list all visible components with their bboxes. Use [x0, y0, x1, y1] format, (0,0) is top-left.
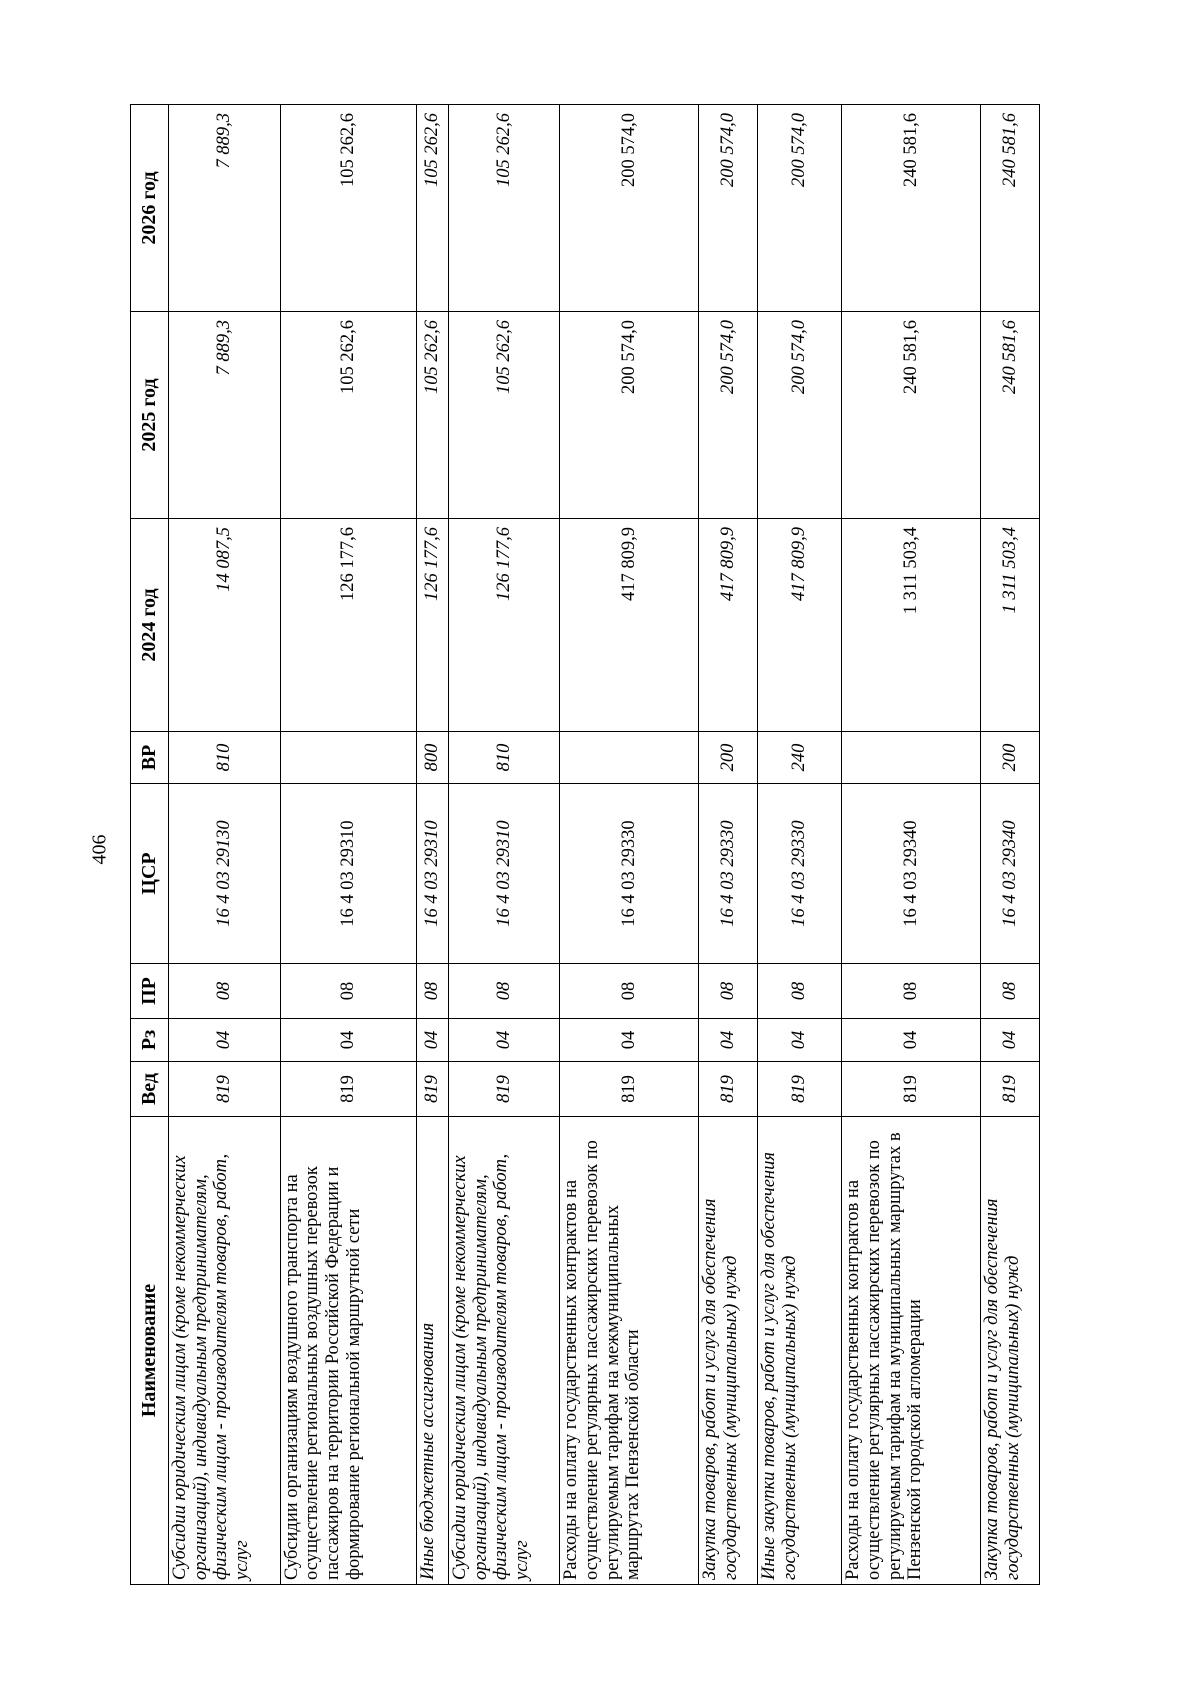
header-rz: Рз — [131, 1019, 169, 1062]
row-2024: 1 311 503,4 — [981, 519, 1040, 732]
row-2024: 1 311 503,4 — [842, 519, 981, 732]
row-name: Иные бюджетные ассигнования — [417, 1117, 449, 1585]
row-pr: 08 — [758, 964, 842, 1019]
table-row — [758, 105, 842, 1585]
header-ved: Вед — [131, 1062, 169, 1117]
row-2024: 126 177,6 — [280, 519, 417, 732]
row-2026: 200 574,0 — [699, 105, 758, 312]
row-csr: 16 4 03 29310 — [448, 784, 560, 964]
row-ved: 819 — [169, 1062, 281, 1117]
row-vr: 200 — [699, 732, 758, 784]
row-rz: 04 — [560, 1019, 699, 1062]
row-ved: 819 — [699, 1062, 758, 1117]
row-ved: 819 — [758, 1062, 842, 1117]
row-name: Субсидии юридическим лицам (кроме некоммерческих организаций), индивидуальным предпринимателям, физическим лицам - производителям товаров, работ, услуг — [169, 1117, 281, 1585]
row-vr — [280, 732, 417, 784]
row-pr: 08 — [448, 964, 560, 1019]
row-2024: 14 087,5 — [169, 519, 281, 732]
page-number: 406 — [88, 834, 111, 865]
table-header-row — [131, 105, 169, 1585]
row-vr: 810 — [169, 732, 281, 784]
row-csr: 16 4 03 29330 — [560, 784, 699, 964]
row-2024: 417 809,9 — [560, 519, 699, 732]
row-2025: 105 262,6 — [417, 312, 449, 519]
row-2026: 240 581,6 — [842, 105, 981, 312]
row-2025: 200 574,0 — [699, 312, 758, 519]
row-pr: 08 — [169, 964, 281, 1019]
row-2024: 126 177,6 — [417, 519, 449, 732]
row-name: Расходы на оплату государственных контрактов на осуществление регулярных пассажирских перевозок по регулируемым тарифам на межмуниципальных маршрутах Пензенской области — [560, 1117, 699, 1585]
row-pr: 08 — [981, 964, 1040, 1019]
row-2026: 200 574,0 — [758, 105, 842, 312]
table-row — [560, 105, 699, 1585]
row-rz: 04 — [169, 1019, 281, 1062]
header-pr: ПР — [131, 964, 169, 1019]
budget-table — [130, 104, 1040, 1585]
header-name: Наименование — [131, 1117, 169, 1585]
row-2026: 200 574,0 — [560, 105, 699, 312]
row-vr — [842, 732, 981, 784]
table-row — [169, 105, 281, 1585]
row-rz: 04 — [758, 1019, 842, 1062]
row-ved: 819 — [981, 1062, 1040, 1117]
row-rz: 04 — [417, 1019, 449, 1062]
row-ved: 819 — [280, 1062, 417, 1117]
row-2025: 240 581,6 — [981, 312, 1040, 519]
row-2026: 7 889,3 — [169, 105, 281, 312]
row-2025: 240 581,6 — [842, 312, 981, 519]
row-csr: 16 4 03 29330 — [699, 784, 758, 964]
row-2024: 417 809,9 — [699, 519, 758, 732]
row-name: Закупка товаров, работ и услуг для обеспечения государственных (муниципальных) нужд — [699, 1117, 758, 1585]
row-csr: 16 4 03 29310 — [280, 784, 417, 964]
row-rz: 04 — [448, 1019, 560, 1062]
header-2024: 2024 год — [131, 519, 169, 732]
row-name: Расходы на оплату государственных контрактов на осуществление регулярных пассажирских перевозок по регулируемым тарифам на муниципальных маршрутах в Пензенской городской агломерации — [842, 1117, 981, 1585]
row-vr: 200 — [981, 732, 1040, 784]
row-2025: 200 574,0 — [560, 312, 699, 519]
table-row — [699, 105, 758, 1585]
row-rz: 04 — [699, 1019, 758, 1062]
header-2025: 2025 год — [131, 312, 169, 519]
row-pr: 08 — [280, 964, 417, 1019]
row-vr: 810 — [448, 732, 560, 784]
row-ved: 819 — [417, 1062, 449, 1117]
row-ved: 819 — [448, 1062, 560, 1117]
row-2024: 417 809,9 — [758, 519, 842, 732]
table-row — [448, 105, 560, 1585]
row-pr: 08 — [417, 964, 449, 1019]
row-pr: 08 — [560, 964, 699, 1019]
row-rz: 04 — [842, 1019, 981, 1062]
row-name: Иные закупки товаров, работ и услуг для обеспечения государственных (муниципальных) нужд — [758, 1117, 842, 1585]
row-2025: 7 889,3 — [169, 312, 281, 519]
rotated-table-container — [130, 105, 1040, 1585]
row-2026: 105 262,6 — [417, 105, 449, 312]
row-csr: 16 4 03 29340 — [981, 784, 1040, 964]
row-2025: 200 574,0 — [758, 312, 842, 519]
row-name: Субсидии юридическим лицам (кроме некоммерческих организаций), индивидуальным предпринимателям, физическим лицам - производителям товаров, работ, услуг — [448, 1117, 560, 1585]
row-pr: 08 — [699, 964, 758, 1019]
row-vr: 240 — [758, 732, 842, 784]
table-row — [417, 105, 449, 1585]
table-row — [842, 105, 981, 1585]
row-ved: 819 — [560, 1062, 699, 1117]
table-row — [981, 105, 1040, 1585]
row-2026: 240 581,6 — [981, 105, 1040, 312]
row-2025: 105 262,6 — [448, 312, 560, 519]
row-vr: 800 — [417, 732, 449, 784]
row-rz: 04 — [981, 1019, 1040, 1062]
header-csr: ЦСР — [131, 784, 169, 964]
row-vr — [560, 732, 699, 784]
row-csr: 16 4 03 29130 — [169, 784, 281, 964]
row-2025: 105 262,6 — [280, 312, 417, 519]
row-2024: 126 177,6 — [448, 519, 560, 732]
table-row — [280, 105, 417, 1585]
row-2026: 105 262,6 — [448, 105, 560, 312]
row-2026: 105 262,6 — [280, 105, 417, 312]
row-name: Субсидии организациям воздушного транспорта на осуществление региональных воздушных перевозок пассажиров на территории Российской Федерации и формирование региональной маршрутной сети — [280, 1117, 417, 1585]
row-csr: 16 4 03 29330 — [758, 784, 842, 964]
row-ved: 819 — [842, 1062, 981, 1117]
row-name: Закупка товаров, работ и услуг для обеспечения государственных (муниципальных) нужд — [981, 1117, 1040, 1585]
row-csr: 16 4 03 29310 — [417, 784, 449, 964]
row-pr: 08 — [842, 964, 981, 1019]
header-2026: 2026 год — [131, 105, 169, 312]
row-rz: 04 — [280, 1019, 417, 1062]
header-vr: ВР — [131, 732, 169, 784]
row-csr: 16 4 03 29340 — [842, 784, 981, 964]
